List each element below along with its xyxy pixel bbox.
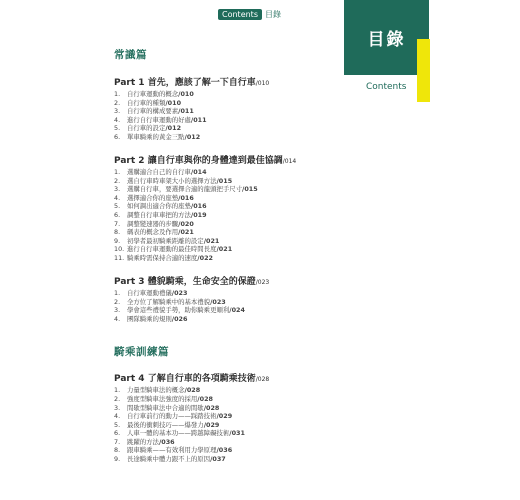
toc-item[interactable]: 2. 自行車的種類/010 xyxy=(114,98,182,107)
toc-item[interactable]: 2. 選自行車時車架大小的選擇方法/015 xyxy=(114,176,233,185)
contents-label: Contents xyxy=(218,9,262,20)
toc-item[interactable]: 6. 單車騎乘的黃金三點/012 xyxy=(114,132,201,141)
toc-item[interactable]: 5. 如何調出適合你的座墊/016 xyxy=(114,202,207,211)
toc-item[interactable]: 9. 初學者最初騎乘距離的設定/021 xyxy=(114,236,220,245)
part-title[interactable] xyxy=(114,371,339,384)
toc-item[interactable]: 3. 選購自行車，要選擇合適的龍頭把手尺寸/015 xyxy=(114,185,258,194)
toc-item[interactable]: 8. 跟車騎乘——有效利用力學原理/036 xyxy=(114,446,233,455)
toc-item[interactable]: 1. 自行車運動的概念/010 xyxy=(114,90,194,98)
section-title: 常識篇 xyxy=(114,49,147,61)
toc-item[interactable]: 7. 跳躍的方法/036 xyxy=(114,437,175,446)
header-title: 目錄 xyxy=(264,10,281,19)
yellow-accent-bar xyxy=(417,39,430,102)
toc-item[interactable]: 3. 學會這些禮貌手勢，助你騎乘更順利/024 xyxy=(114,306,245,315)
part-name: 讓自行車與你的身體達到最佳協調 xyxy=(147,156,283,167)
part-items xyxy=(114,386,339,463)
toc-item[interactable]: 5. 最後的衝刺技巧——爆發力/029 xyxy=(114,420,220,429)
toc-item[interactable]: 5. 自行車的設定/012 xyxy=(114,124,182,133)
part-name: 首先，應該了解一下自行車 xyxy=(147,78,256,88)
part-block xyxy=(114,75,339,141)
toc-item[interactable]: 1. 選購適合自己的自行車/014 xyxy=(114,168,207,177)
part-items xyxy=(114,168,339,262)
part-label: Part 1 xyxy=(114,78,145,88)
part-block xyxy=(114,274,339,323)
part-title[interactable] xyxy=(114,274,339,287)
part-name: 體貌騎乘，生命安全的保證 xyxy=(147,277,256,288)
toc-item[interactable]: 4. 團隊騎乘的規則/026 xyxy=(114,314,188,323)
part-title[interactable] xyxy=(114,153,339,166)
header-tab xyxy=(218,9,281,20)
part-label: Part 2 xyxy=(114,156,145,167)
part-page: /010 xyxy=(255,80,270,87)
toc-item[interactable]: 2. 強度型騎車法強度的採用/028 xyxy=(114,395,213,404)
part-page: /028 xyxy=(255,376,270,384)
part-items xyxy=(114,90,339,141)
toc-item[interactable]: 1. 力量型騎車法的概念/028 xyxy=(114,386,201,395)
part-block xyxy=(114,153,339,262)
toc-item[interactable]: 7. 調整變速器的步驟/020 xyxy=(114,219,194,228)
part-name: 了解自行車的各項騎乘技術 xyxy=(147,374,256,385)
part-page: /014 xyxy=(282,158,297,166)
part-items xyxy=(114,289,339,323)
part-label: Part 4 xyxy=(114,374,145,385)
section-title: 騎乘訓練篇 xyxy=(114,346,169,359)
toc-item[interactable]: 6. 調整自行車車把的方法/019 xyxy=(114,211,207,220)
part-title[interactable] xyxy=(114,75,339,88)
part-label: Part 3 xyxy=(114,277,145,288)
part-page: /023 xyxy=(255,279,270,287)
part-block xyxy=(114,371,339,463)
toc-item[interactable]: 3. 自行車的構成要素/011 xyxy=(114,107,194,116)
toc-item[interactable]: 4. 選擇適合你的座墊/016 xyxy=(114,193,194,202)
sidebar-subtitle: Contents xyxy=(366,82,407,92)
toc-item[interactable]: 2. 全方位了解騎乘中的基本禮貌/023 xyxy=(114,297,226,306)
toc-item[interactable]: 4. 自行車前行的動力——踩踏技術/029 xyxy=(114,412,233,421)
toc-item[interactable]: 9. 長途騎乘中體力跟不上的原因/037 xyxy=(114,454,226,463)
toc-item[interactable]: 8. 碼表的概念及作用/021 xyxy=(114,228,194,237)
toc-item[interactable]: 3. 間歇型騎車法中合適的間歇/028 xyxy=(114,403,220,412)
sidebar-title: 目錄 xyxy=(367,30,406,50)
toc-item[interactable]: 1. 自行車運動禮儀/023 xyxy=(114,289,188,298)
table-of-contents xyxy=(114,47,339,463)
toc-item[interactable]: 11. 騎乘時需保持合適的速度/022 xyxy=(114,253,213,262)
toc-item[interactable]: 4. 進行自行車運動的好處/011 xyxy=(114,115,207,124)
toc-item[interactable]: 10. 進行自行車運動的最佳時間長度/021 xyxy=(114,245,233,254)
toc-item[interactable]: 6. 人車一體的基本功——跨越障礙技術/031 xyxy=(114,429,245,438)
